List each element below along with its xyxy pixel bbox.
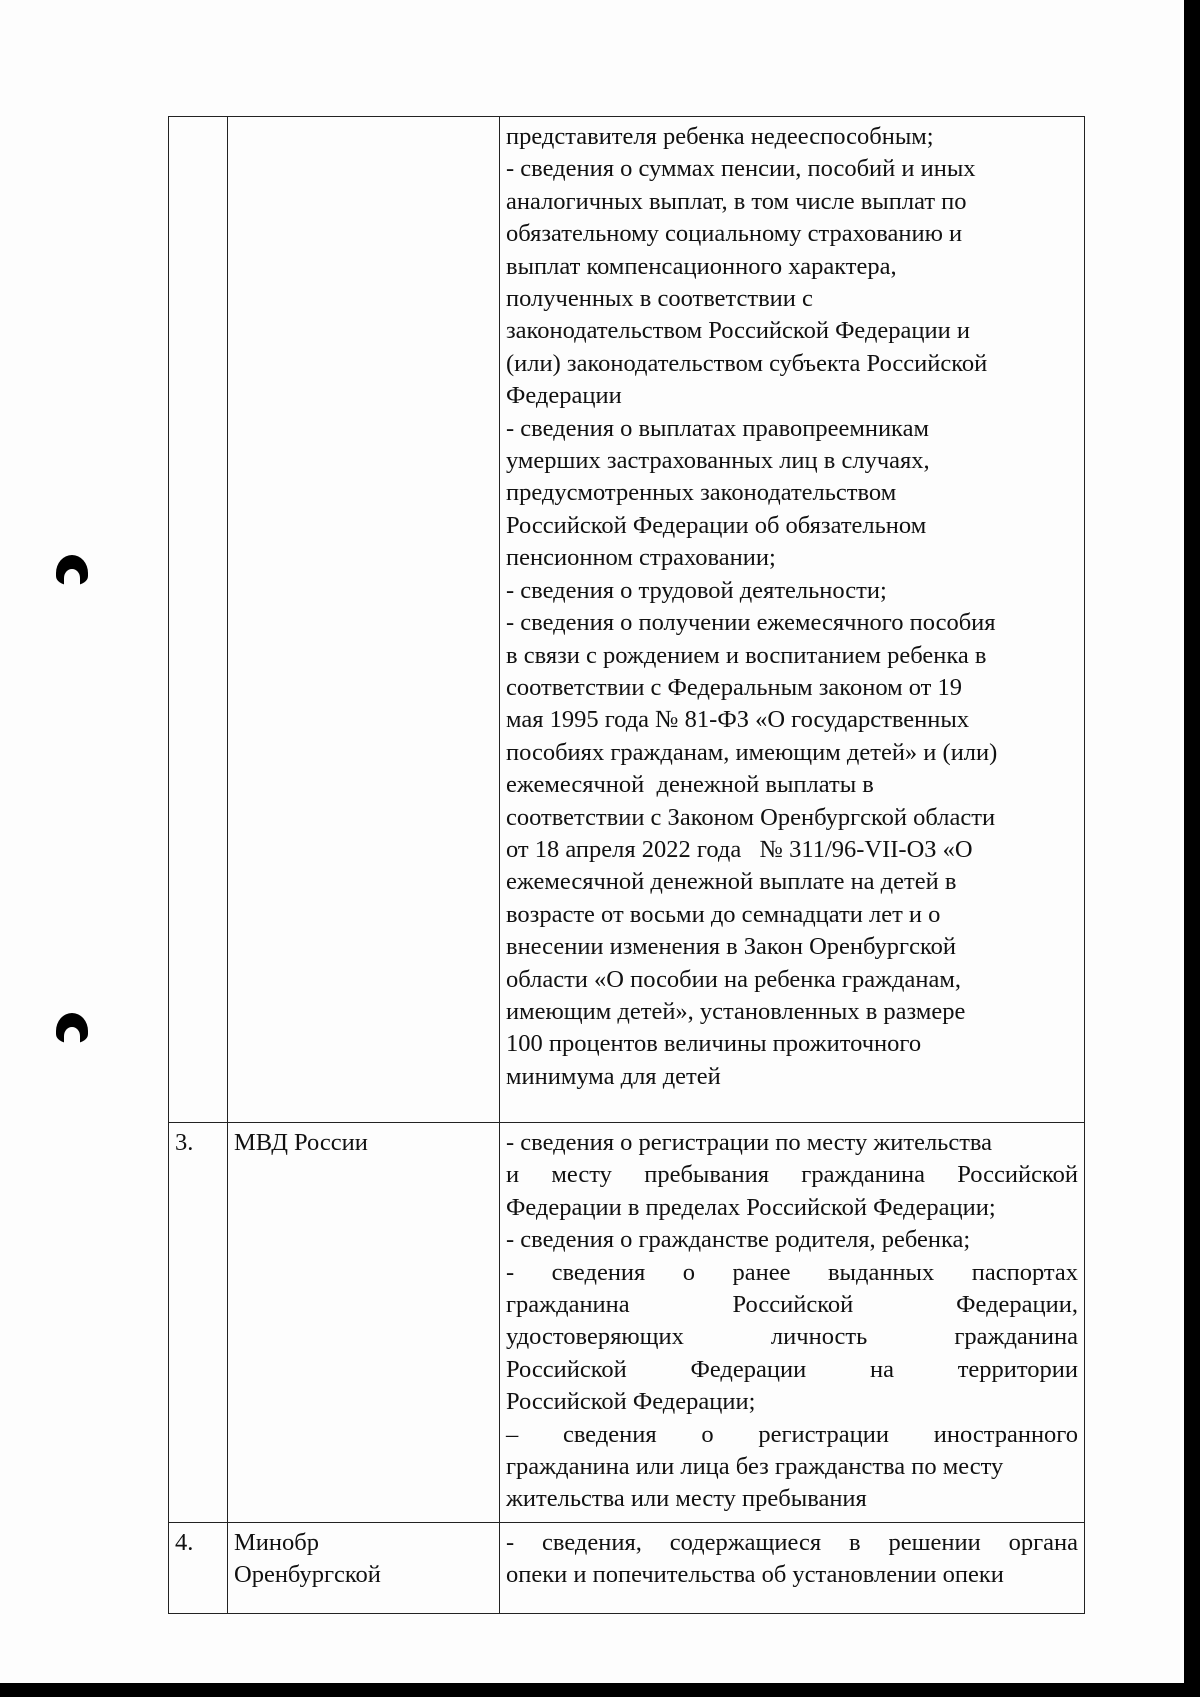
text-line: Федерации <box>506 382 622 410</box>
text-line: области «О пособии на ребенка гражданам, <box>506 965 961 993</box>
text-line: обязательному социальному страхованию и <box>506 220 963 248</box>
text-line: соответствии с Федеральным законом от 19 <box>506 673 962 701</box>
text-line: - сведения о ранее выданных паспортах <box>506 1258 1078 1286</box>
text-line: выплат компенсационного характера, <box>506 252 897 280</box>
text-line: гражданина Российской Федерации, <box>506 1291 1078 1319</box>
text-line: - сведения, содержащиеся в решении органа <box>506 1528 1078 1556</box>
information-cell <box>500 1123 1085 1523</box>
text-line: удостоверяющих личность гражданина <box>506 1323 1078 1351</box>
text-line: предусмотренных законодательством <box>506 479 897 507</box>
text-line: и месту пребывания гражданина Российской <box>506 1161 1078 1189</box>
information-text <box>506 1127 1078 1516</box>
text-line: представителя ребенка недееспособным; <box>506 123 934 150</box>
text-line: пособиях гражданам, имеющим детей» и (или) <box>506 738 998 766</box>
table-row <box>169 1522 1085 1613</box>
organization-cell: МВД России <box>228 1123 500 1523</box>
text-line: Российской Федерации об обязательном <box>506 511 927 539</box>
text-line: полученных в соответствии с <box>506 285 813 313</box>
text-line: пенсионном страховании; <box>506 544 776 572</box>
text-line: в связи с рождением и воспитанием ребенка в <box>506 641 987 669</box>
information-text <box>506 1527 1078 1592</box>
table-row <box>169 117 1085 1123</box>
text-line: - сведения о суммах пенсии, пособий и иных <box>506 155 976 183</box>
text-line: имеющим детей», установленных в размере <box>506 997 966 1025</box>
text-line: - сведения о гражданстве родителя, ребенка; <box>506 1226 971 1254</box>
row-number-cell <box>169 117 228 1123</box>
information-sources-table <box>168 116 1085 1614</box>
text-line: 100 процентов величины прожиточного <box>506 1030 922 1058</box>
text-line: мая 1995 года № 81-ФЗ «О государственных <box>506 706 970 734</box>
information-cell <box>500 1522 1085 1613</box>
organization-name-line: Оренбургской <box>234 1561 381 1589</box>
text-line: гражданина или лица без гражданства по месту <box>506 1453 1004 1481</box>
punch-hole-icon <box>56 555 88 585</box>
text-line: минимума для детей <box>506 1062 721 1090</box>
punch-hole-icon <box>56 1013 88 1043</box>
text-line: - сведения о трудовой деятельности; <box>506 576 887 604</box>
text-line: внесении изменения в Закон Оренбургской <box>506 933 956 961</box>
text-line: опеки и попечительства об установлении опеки <box>506 1561 1004 1589</box>
text-line: Федерации в пределах Российской Федерации; <box>506 1193 996 1221</box>
information-text <box>506 121 1078 1093</box>
row-number-cell: 4. <box>169 1522 228 1613</box>
text-line: жительства или месту пребывания <box>506 1485 867 1513</box>
text-line: Российской Федерации на территории <box>506 1355 1078 1383</box>
text-line: возрасте от восьми до семнадцати лет и о <box>506 900 941 928</box>
scan-edge-bottom <box>0 1683 1200 1697</box>
text-line: соответствии с Законом Оренбургской области <box>506 803 996 831</box>
text-line: - сведения о выплатах правопреемникам <box>506 414 929 442</box>
text-line: Российской Федерации; <box>506 1388 756 1416</box>
text-line: – сведения о регистрации иностранного <box>506 1420 1078 1448</box>
text-line: законодательством Российской Федерации и <box>506 317 971 345</box>
text-line: ежемесячной денежной выплаты в <box>506 771 874 799</box>
text-line: (или) законодательством субъекта Российской <box>506 349 988 377</box>
text-line: ежемесячной денежной выплате на детей в <box>506 868 957 896</box>
text-line: аналогичных выплат, в том числе выплат по <box>506 187 967 215</box>
row-number-cell: 3. <box>169 1123 228 1523</box>
text-line: от 18 апреля 2022 года № 311/96-VII-ОЗ «О <box>506 835 973 863</box>
organization-cell <box>228 1522 500 1613</box>
table-row <box>169 1123 1085 1523</box>
scan-edge-right <box>1184 0 1200 1697</box>
organization-name-line: Минобр <box>234 1528 319 1556</box>
text-line: - сведения о получении ежемесячного пособия <box>506 609 996 637</box>
text-line: - сведения о регистрации по месту жительства <box>506 1129 993 1156</box>
organization-cell <box>228 117 500 1123</box>
information-cell <box>500 117 1085 1123</box>
text-line: умерших застрахованных лиц в случаях, <box>506 447 930 475</box>
